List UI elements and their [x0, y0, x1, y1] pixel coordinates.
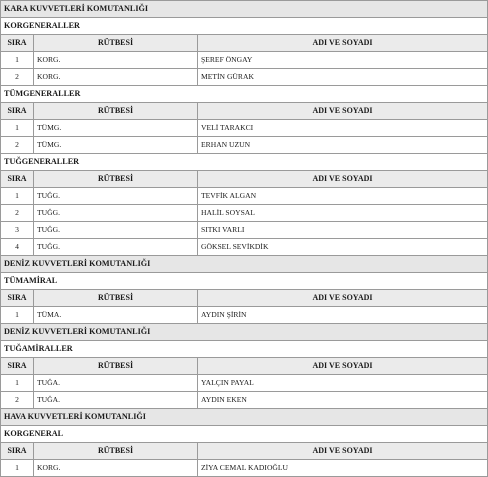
rank-group-title: KORGENERAL [1, 426, 488, 443]
column-header-rutbe: RÜTBESİ [34, 290, 198, 307]
column-header-ad-soyad: ADI VE SOYADI [198, 35, 488, 52]
row-number: 1 [1, 52, 34, 69]
row-rank: TÜMG. [34, 120, 198, 137]
row-name: AYDIN EKEN [198, 392, 488, 409]
column-header-rutbe: RÜTBESİ [34, 103, 198, 120]
column-header-sira: SIRA [1, 358, 34, 375]
column-header-rutbe: RÜTBESİ [34, 35, 198, 52]
rank-group-row [1, 86, 488, 103]
table-row [1, 460, 488, 477]
row-number: 1 [1, 307, 34, 324]
column-header-ad-soyad: ADI VE SOYADI [198, 443, 488, 460]
row-number: 2 [1, 69, 34, 86]
table-row [1, 307, 488, 324]
column-header-ad-soyad: ADI VE SOYADI [198, 358, 488, 375]
row-name: ZİYA CEMAL KADIOĞLU [198, 460, 488, 477]
column-header-sira: SIRA [1, 103, 34, 120]
rank-group-row [1, 341, 488, 358]
rank-group-row [1, 273, 488, 290]
command-header-row [1, 409, 488, 426]
column-header-row [1, 103, 488, 120]
row-rank: TUĞA. [34, 375, 198, 392]
row-number: 1 [1, 188, 34, 205]
row-name: TEVFİK ALGAN [198, 188, 488, 205]
table-row [1, 137, 488, 154]
promotion-list-body [1, 1, 488, 477]
row-name: GÖKSEL SEVİKDİK [198, 239, 488, 256]
row-rank: KORG. [34, 460, 198, 477]
column-header-row [1, 171, 488, 188]
column-header-sira: SIRA [1, 171, 34, 188]
command-title: DENİZ KUVVETLERİ KOMUTANLIĞI [1, 256, 488, 273]
row-name: HALİL SOYSAL [198, 205, 488, 222]
row-number: 2 [1, 137, 34, 154]
row-number: 1 [1, 460, 34, 477]
table-row [1, 222, 488, 239]
row-name: METİN GÜRAK [198, 69, 488, 86]
row-number: 1 [1, 120, 34, 137]
row-rank: TUĞG. [34, 205, 198, 222]
column-header-sira: SIRA [1, 290, 34, 307]
column-header-row [1, 443, 488, 460]
row-name: SITKI VARLI [198, 222, 488, 239]
command-title: KARA KUVVETLERİ KOMUTANLIĞI [1, 1, 488, 18]
row-number: 2 [1, 205, 34, 222]
row-number: 3 [1, 222, 34, 239]
rank-group-title: KORGENERALLER [1, 18, 488, 35]
rank-group-row [1, 426, 488, 443]
table-row [1, 52, 488, 69]
row-rank: TUĞG. [34, 188, 198, 205]
column-header-rutbe: RÜTBESİ [34, 171, 198, 188]
command-title: HAVA KUVVETLERİ KOMUTANLIĞI [1, 409, 488, 426]
row-rank: TUĞG. [34, 239, 198, 256]
column-header-row [1, 290, 488, 307]
column-header-ad-soyad: ADI VE SOYADI [198, 103, 488, 120]
table-row [1, 239, 488, 256]
column-header-ad-soyad: ADI VE SOYADI [198, 171, 488, 188]
row-number: 1 [1, 375, 34, 392]
row-rank: KORG. [34, 69, 198, 86]
row-number: 2 [1, 392, 34, 409]
command-header-row [1, 324, 488, 341]
rank-group-row [1, 154, 488, 171]
table-row [1, 375, 488, 392]
row-rank: TUĞG. [34, 222, 198, 239]
row-name: VELİ TARAKCI [198, 120, 488, 137]
row-rank: TÜMG. [34, 137, 198, 154]
row-name: AYDIN ŞİRİN [198, 307, 488, 324]
column-header-rutbe: RÜTBESİ [34, 443, 198, 460]
table-row [1, 120, 488, 137]
row-rank: TÜMA. [34, 307, 198, 324]
row-rank: TUĞA. [34, 392, 198, 409]
row-name: ŞEREF ÖNGAY [198, 52, 488, 69]
command-header-row [1, 1, 488, 18]
table-row [1, 205, 488, 222]
table-row [1, 188, 488, 205]
rank-group-title: TUĞGENERALLER [1, 154, 488, 171]
column-header-rutbe: RÜTBESİ [34, 358, 198, 375]
row-name: ERHAN UZUN [198, 137, 488, 154]
row-name: YALÇIN PAYAL [198, 375, 488, 392]
row-rank: KORG. [34, 52, 198, 69]
command-title: DENİZ KUVVETLERİ KOMUTANLIĞI [1, 324, 488, 341]
rank-group-title: TÜMAMİRAL [1, 273, 488, 290]
column-header-row [1, 358, 488, 375]
column-header-sira: SIRA [1, 35, 34, 52]
column-header-sira: SIRA [1, 443, 34, 460]
table-row [1, 69, 488, 86]
command-header-row [1, 256, 488, 273]
table-row [1, 392, 488, 409]
rank-group-title: TÜMGENERALLER [1, 86, 488, 103]
rank-group-row [1, 18, 488, 35]
rank-group-title: TUĞAMİRALLER [1, 341, 488, 358]
column-header-ad-soyad: ADI VE SOYADI [198, 290, 488, 307]
column-header-row [1, 35, 488, 52]
row-number: 4 [1, 239, 34, 256]
